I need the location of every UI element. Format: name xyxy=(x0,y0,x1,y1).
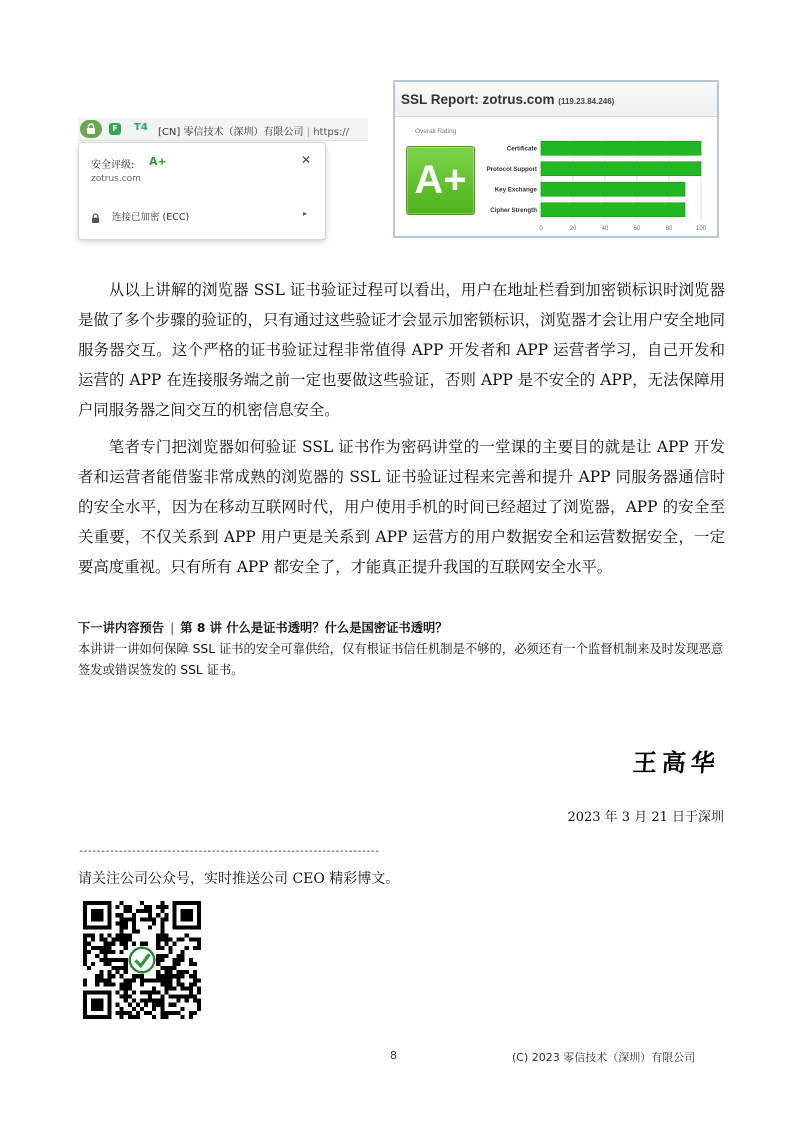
next-lecture-preview xyxy=(78,618,725,681)
preview-separator: | xyxy=(170,621,175,635)
security-popup xyxy=(78,142,326,240)
security-rating-label: 安全评级: xyxy=(91,160,135,171)
x-tick-label: 80 xyxy=(665,226,673,232)
browser-security-screenshot xyxy=(78,118,368,238)
x-tick-label: 60 xyxy=(633,226,641,232)
follow-notice: 请关注公司公众号，实时推送公司 CEO 精彩博文。 xyxy=(78,871,400,887)
url-prefix: https:// xyxy=(313,127,350,138)
lock-icon xyxy=(80,120,102,138)
divider-line: -------------------------------------------------------------------- xyxy=(78,846,379,857)
score-bar xyxy=(541,203,685,217)
author-signature: 王高华 xyxy=(631,748,721,777)
ssl-report-header xyxy=(395,82,717,117)
close-icon[interactable]: ✕ xyxy=(301,153,312,167)
signing-date: 2023 年 3 月 21 日于深圳 xyxy=(567,810,724,825)
preview-heading xyxy=(78,618,725,639)
ssl-report-title-text: SSL Report: zotrus.com xyxy=(401,92,555,107)
preview-lecture-title: 第 8 讲 什么是证书透明？什么是国密证书透明？ xyxy=(180,621,448,635)
extension-t4-icon: T4 xyxy=(134,122,148,133)
x-tick-label: 0 xyxy=(539,226,543,232)
x-tick-label: 20 xyxy=(569,226,577,232)
extension-f-icon: F xyxy=(109,123,121,135)
ssl-score-chart xyxy=(475,130,711,234)
x-tick-label: 40 xyxy=(601,226,609,232)
address-separator: | xyxy=(306,127,311,138)
popup-domain: zotrus.com xyxy=(91,174,141,184)
site-identity: [CN] 零信技术（深圳）有限公司 xyxy=(158,127,304,138)
address-bar xyxy=(78,118,368,141)
qr-logo-icon xyxy=(130,948,154,972)
overall-rating-label: Overall Rating xyxy=(415,128,457,135)
category-label: Certificate xyxy=(506,145,537,153)
category-label: Key Exchange xyxy=(494,186,537,194)
chevron-right-icon[interactable]: ▸ xyxy=(303,209,308,218)
ssl-report-title xyxy=(401,92,614,107)
x-tick-label: 100 xyxy=(695,226,707,232)
score-bar xyxy=(541,162,701,176)
overall-grade-badge: A+ xyxy=(406,146,475,215)
category-label: Protocol Support xyxy=(486,165,537,173)
connection-encrypted-item[interactable]: 连接已加密 (ECC) xyxy=(112,212,190,223)
lock-icon xyxy=(91,209,100,228)
preview-label: 下一讲内容预告 xyxy=(78,621,165,635)
score-bar xyxy=(541,182,685,196)
category-label: Cipher Strength xyxy=(490,206,537,214)
preview-text: 本讲讲一讲如何保障 SSL 证书的安全可靠供给，仅有根证书信任机制是不够的，必须还有一个监督机制来及时发现恶意签发或错误签发的 SSL 证书。 xyxy=(78,642,724,677)
ssl-report-ip: (119.23.84.246) xyxy=(558,97,615,106)
page-number: 8 xyxy=(390,1049,397,1062)
footer-copyright: (C) 2023 零信技术（深圳）有限公司 xyxy=(512,1051,696,1064)
security-rating-grade: A+ xyxy=(149,155,167,168)
body-paragraph-2: 笔者专门把浏览器如何验证 SSL 证书作为密码讲堂的一堂课的主要目的就是让 APP 开发者和运营者能借鉴非常成熟的浏览器的 SSL 证书验证过程来完善和提升 APP 同服务器通信时的安全水平，因为在移动互联网时代，用户使用手机的时间已经超过了浏览器，APP 的安全至关重要，不仅关系到 APP 用户更是关系到 APP 运营方的用户数据安全和运营数据安全，一定要高度重视。只有所有 APP 都安全了，才能真正提升我国的互联网安全水平。 xyxy=(78,438,725,576)
score-bar xyxy=(541,141,701,155)
ssl-report-screenshot xyxy=(393,80,719,238)
address-text xyxy=(158,123,349,138)
wechat-qr-code[interactable] xyxy=(83,901,201,1019)
body-paragraph-1: 从以上讲解的浏览器 SSL 证书验证过程可以看出，用户在地址栏看到加密锁标识时浏览器是做了多个步骤的验证的，只有通过这些验证才会显示加密锁标识，浏览器才会让用户安全地同服务器交互。这个严格的证书验证过程非常值得 APP 开发者和 APP 运营者学习，自己开发和运营的 APP 在连接服务端之前一定也要做这些验证，否则 APP 是不安全的 APP，无法保障用户同服务器之间交互的机密信息安全。 xyxy=(78,281,725,419)
